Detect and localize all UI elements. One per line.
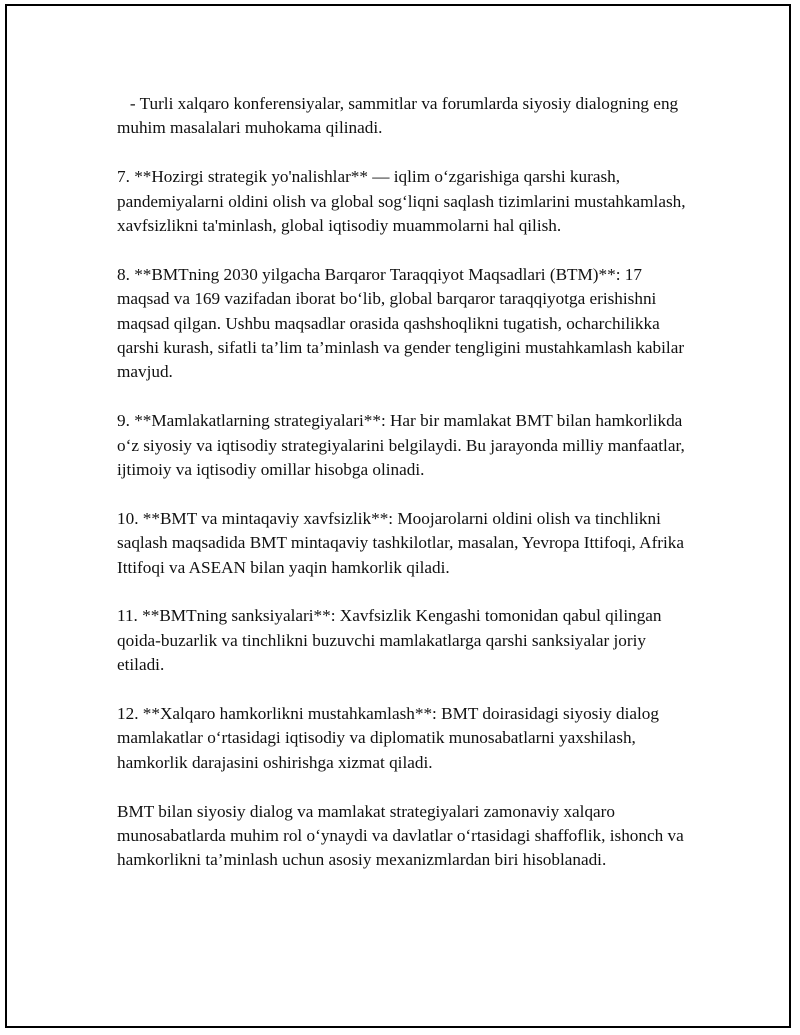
paragraph-international-cooperation: 12. **Xalqaro hamkorlikni mustahkamlash**: BMT doirasidagi siyosiy dialog mamlakatlar o‘rtasidagi iqtisodiy va diplomatik munosabatlarni yaxshilash, hamkorlik darajasini oshirishga xizmat qiladi. (117, 704, 659, 772)
paragraph-sanctions: 11. **BMTning sanksiyalari**: Xavfsizlik Kengashi tomonidan qabul qilingan qoida-buzarlik va tinchlikni buzuvchi mamlakatlarga qarshi sanksiyalar joriy etiladi. (117, 606, 662, 675)
paragraph-country-strategies: 9. **Mamlakatlarning strategiyalari**: Har bir mamlakat BMT bilan hamkorlikda o‘z siyosiy va iqtisodiy strategiyalarini belgilaydi. Bu jarayonda milliy manfaatlar, ijtimoiy va iqtisodiy omillar hisobga olinadi. (117, 411, 685, 480)
paragraph-strategic-directions: 7. **Hozirgi strategik yo'nalishlar** — iqlim o‘zgarishiga qarshi kurash, pandemiyalarni oldini olish va global sog‘liqni saqlash tizimlarini mustahkamlash, xavfsizlikni ta'minlash, global iqtisodiy muammolarni hal qilish. (117, 167, 686, 236)
paragraph-forums: - Turli xalqaro konferensiyalar, sammitlar va forumlarda siyosiy dialogning eng muhim masalalari muhokama qilinadi. (117, 94, 683, 138)
paragraph-regional-security: 10. **BMT va mintaqaviy xavfsizlik**: Moojarolarni oldini olish va tinchlikni saqlash maqsadida BMT mintaqaviy tashkilotlar, masalan, Yevropa Ittifoqi, Afrika Ittifoqi va ASEAN bilan yaqin hamkorlik qiladi. (117, 508, 685, 577)
document-body (117, 92, 697, 873)
paragraph-sustainable-development-goals: 8. **BMTning 2030 yilgacha Barqaror Taraqqiyot Maqsadlari (BTM)**: 17 maqsad va 169 vazifadan iborat bo‘lib, global barqaror taraqqiyotga erishishni maqsad qilgan. Ushbu maqsadlar orasida qashshoqlikni tugatish, ocharchilikka qarshi kurash, sifatli ta’lim ta’minlash va gender tengligini mustahkamlash kabilar mavjud. (117, 264, 685, 382)
paragraph-conclusion: BMT bilan siyosiy dialog va mamlakat strategiyalari zamonaviy xalqaro munosabatlarda muhim rol o‘ynaydi va davlatlar o‘rtasidagi shaffoflik, ishonch va hamkorlikni ta’minlash uchun asosiy mexanizmlardan biri hisoblanadi. (117, 801, 684, 870)
